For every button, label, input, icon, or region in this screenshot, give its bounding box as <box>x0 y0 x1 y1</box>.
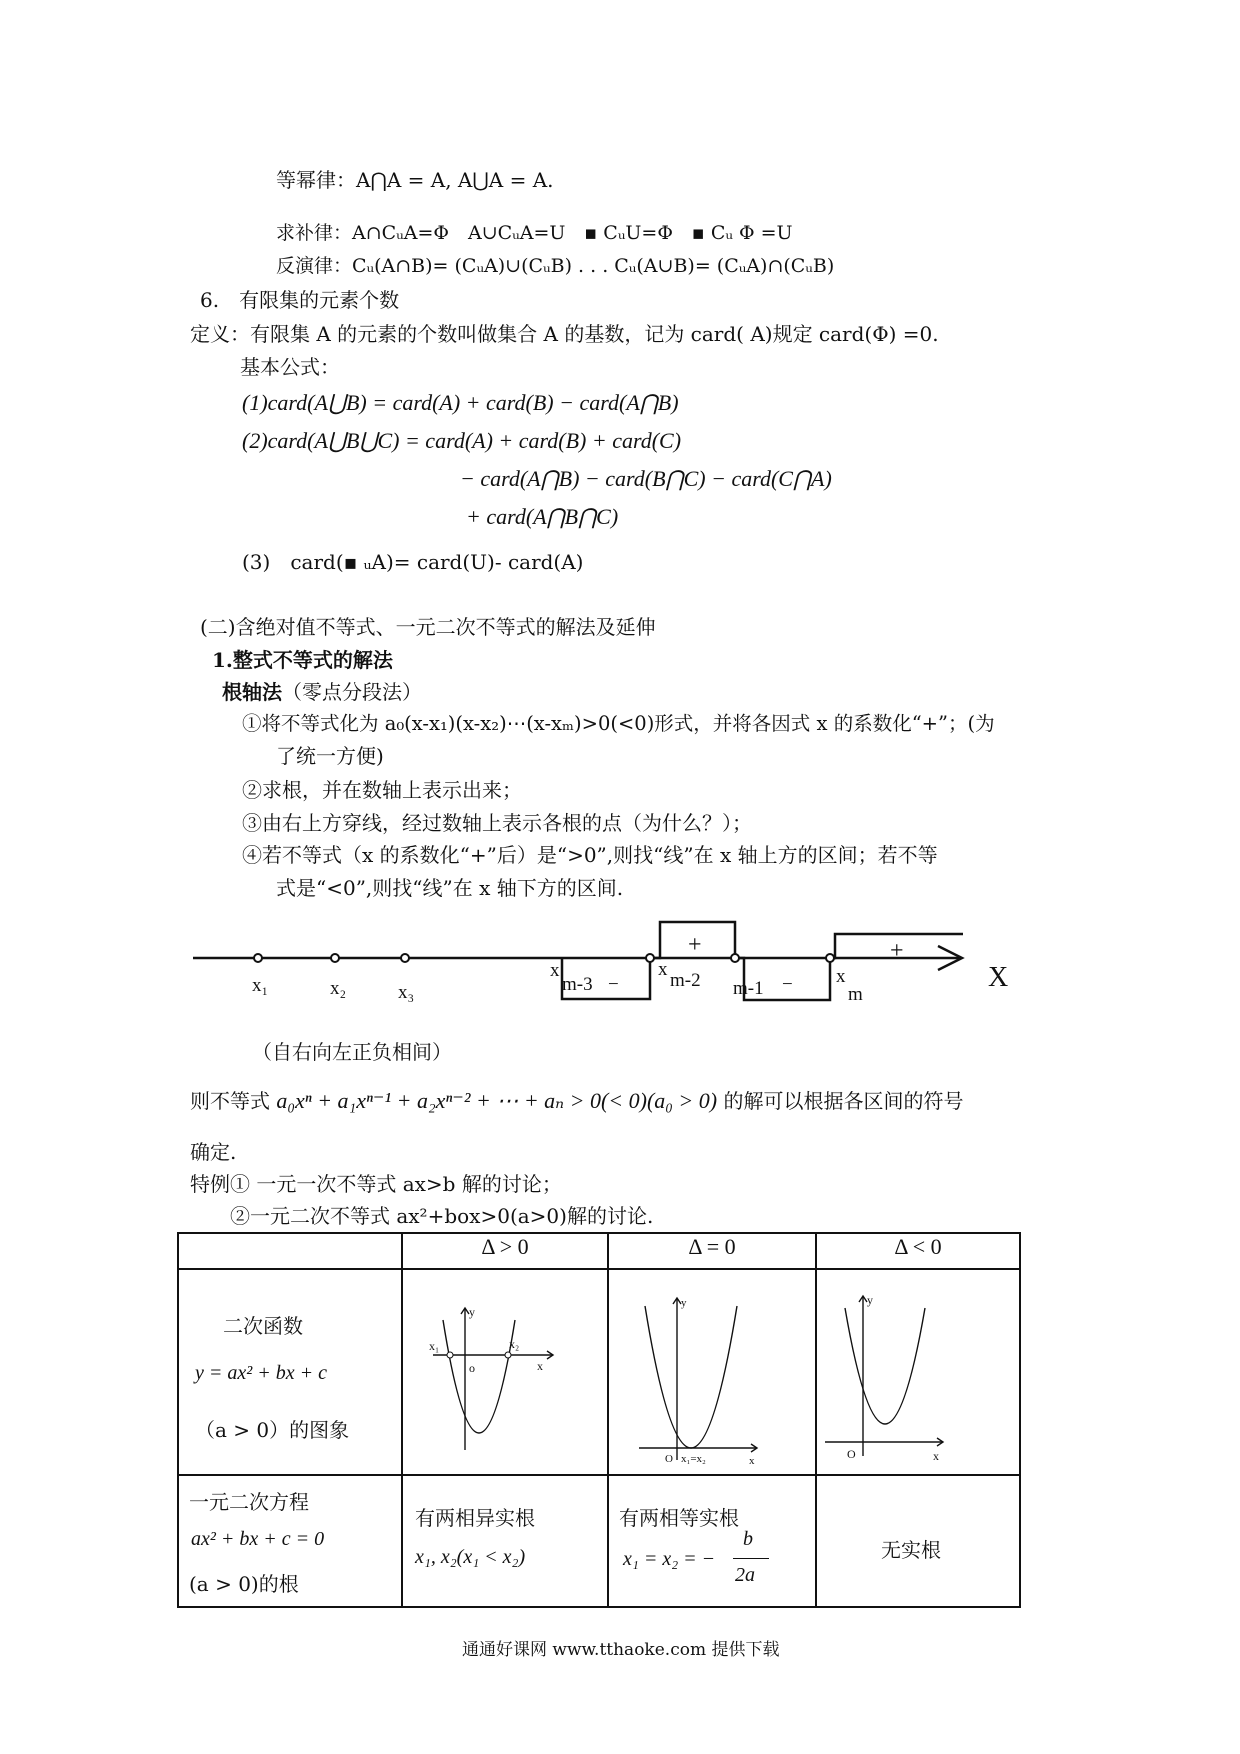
row1-label-2: y = ax² + bx + c <box>195 1362 327 1384</box>
roots-equal-text: 有两相等实根 <box>619 1506 739 1530</box>
step-4b: 式是“<0”,则找“线”在 x 轴下方的区间. <box>276 876 624 900</box>
row2-label-1: 一元二次方程 <box>189 1490 309 1514</box>
special-case-2: ②一元二次不等式 ax²+box>0(a>0)解的讨论. <box>230 1204 654 1228</box>
heading-1: 1.整式不等式的解法 <box>212 648 393 672</box>
row1-label-1: 二次函数 <box>223 1314 303 1338</box>
table-header-empty <box>178 1233 402 1269</box>
axis-label-xm2-x: x <box>658 959 668 980</box>
step-2: ②求根，并在数轴上表示出来； <box>242 778 522 802</box>
axis-label-x2: x₂ <box>330 978 347 999</box>
roots-distinct-text: 有两相异实根 <box>415 1506 535 1530</box>
svg-text:y: y <box>867 1293 873 1307</box>
confirm-line: 确定. <box>190 1140 237 1164</box>
graph-delta-zero <box>609 1270 815 1470</box>
graph-delta-pos-cell <box>402 1269 608 1475</box>
axis-sign-plus-2: + <box>890 938 904 964</box>
root-method <box>222 680 422 704</box>
alternate-note: （自右向左正负相间） <box>252 1040 452 1064</box>
axis-label-m2: m-2 <box>670 970 701 991</box>
svg-text:x: x <box>749 1455 755 1467</box>
table-header-delta-zero: Δ = 0 <box>608 1233 816 1269</box>
number-line-diagram <box>190 918 1020 1018</box>
step-4a: ④若不等式（x 的系数化“+”后）是“>0”,则找“线”在 x 轴上方的区间；若不等 <box>242 843 938 867</box>
svg-text:x: x <box>933 1449 939 1463</box>
quadratic-table <box>177 1232 1021 1608</box>
axis-label-m1: m-1 <box>733 978 764 999</box>
section-6-title: 6. 有限集的元素个数 <box>200 288 400 312</box>
step-1a: ①将不等式化为 a₀(x-x₁)(x-x₂)⋯(x-xₘ)>0(<0)形式，并将各因式 x 的系数化“+”；(为 <box>242 712 995 735</box>
axis-label-x3: x₃ <box>398 982 415 1003</box>
axis-label-X: X <box>988 962 1009 993</box>
graph-delta-pos <box>403 1270 607 1470</box>
formula-2c: + card(A⋂B⋂C) <box>466 504 619 529</box>
then-suffix: 的解可以根据各区间的符号 <box>723 1089 964 1113</box>
special-case-1: 特例① 一元一次不等式 ax>b 解的讨论； <box>190 1172 562 1196</box>
table-header-delta-pos: Δ > 0 <box>402 1233 608 1269</box>
graph-delta-zero-cell <box>608 1269 816 1475</box>
axis-sign-plus-1: + <box>688 932 702 958</box>
then-inequality: a₀xⁿ + a₁xⁿ⁻¹ + a₂xⁿ⁻² + ⋯ + aₙ > 0(< 0)(a₀ > 0) <box>276 1088 718 1113</box>
idempotent-law: 等幂律：A⋂A = A, A⋃A = A. <box>276 168 554 192</box>
roots-distinct-formula: x₁, x₂(x₁ < x₂) <box>415 1546 526 1568</box>
roots-equal-denominator: 2a <box>735 1564 755 1586</box>
axis-label-xm-x: x <box>836 966 846 987</box>
no-roots-cell <box>816 1475 1020 1607</box>
step-3: ③由右上方穿线，经过数轴上表示各根的点（为什么？）； <box>242 811 752 835</box>
formula-2b: − card(A⋂B) − card(B⋂C) − card(C⋂A) <box>460 466 832 491</box>
fraction-bar <box>733 1558 769 1559</box>
svg-text:y: y <box>469 1305 475 1319</box>
roots-equal-cell <box>608 1475 816 1607</box>
basic-formula-label: 基本公式： <box>240 355 340 379</box>
formula-1: (1)card(A⋃B) = card(A) + card(B) − card(A⋂B) <box>242 390 679 415</box>
row2-label-2: ax² + bx + c = 0 <box>191 1528 325 1550</box>
graph-delta-neg <box>817 1270 1019 1470</box>
axis-label-m3: m-3 <box>562 974 593 995</box>
svg-text:x₂: x₂ <box>509 1337 520 1351</box>
axis-sign-minus-1: − <box>608 974 619 995</box>
svg-text:O: O <box>665 1453 673 1465</box>
step-1b: 了统一方便) <box>276 744 384 768</box>
svg-text:O: O <box>847 1447 856 1461</box>
svg-text:x₁=x₂: x₁=x₂ <box>681 1453 706 1465</box>
root-method-name: 根轴法 <box>222 680 282 704</box>
root-method-note: （零点分段法） <box>282 680 422 704</box>
then-prefix: 则不等式 <box>190 1089 270 1113</box>
svg-text:o: o <box>469 1361 475 1375</box>
svg-text:x₁: x₁ <box>429 1339 440 1353</box>
axis-sign-minus-2: − <box>782 974 793 995</box>
formula-3: (3) card(▪ ᵤA)= card(U)- card(A) <box>242 550 584 574</box>
roots-equal-formula: x₁ = x₂ = − <box>623 1548 716 1570</box>
row1-label-3: （a > 0）的图象 <box>195 1418 350 1442</box>
svg-text:y: y <box>681 1297 687 1309</box>
row1-label-cell <box>178 1269 402 1475</box>
formula-2a: (2)card(A⋃B⋃C) = card(A) + card(B) + card(C) <box>242 428 682 453</box>
complement-law: 求补律：A∩CᵤA=Φ A∪CᵤA=U ▪ CᵤU=Φ ▪ Cᵤ Φ =U <box>276 222 793 244</box>
row2-label-3: (a > 0)的根 <box>189 1572 299 1596</box>
axis-label-m: m <box>848 984 863 1005</box>
row2-label-cell <box>178 1475 402 1607</box>
roots-equal-numerator: b <box>743 1528 753 1550</box>
then-line <box>190 1088 963 1114</box>
roots-distinct-cell <box>402 1475 608 1607</box>
table-header-delta-neg: Δ < 0 <box>816 1233 1020 1269</box>
no-roots-text: 无实根 <box>881 1538 941 1562</box>
definition: 定义：有限集 A 的元素的个数叫做集合 A 的基数，记为 card( A)规定 card(Φ) =0. <box>190 322 939 346</box>
demorgan-law: 反演律：Cᵤ(A∩B)= (CᵤA)∪(CᵤB) . . . Cᵤ(A∪B)= (CᵤA)∩(CᵤB) <box>276 255 835 277</box>
graph-delta-neg-cell <box>816 1269 1020 1475</box>
footer: 通通好课网 www.tthaoke.com 提供下载 <box>462 1640 780 1660</box>
svg-text:x: x <box>537 1359 543 1373</box>
part-2-title: (二)含绝对值不等式、一元二次不等式的解法及延伸 <box>200 615 656 639</box>
axis-label-xm3-x: x <box>550 960 560 981</box>
axis-label-x1: x₁ <box>252 975 269 996</box>
